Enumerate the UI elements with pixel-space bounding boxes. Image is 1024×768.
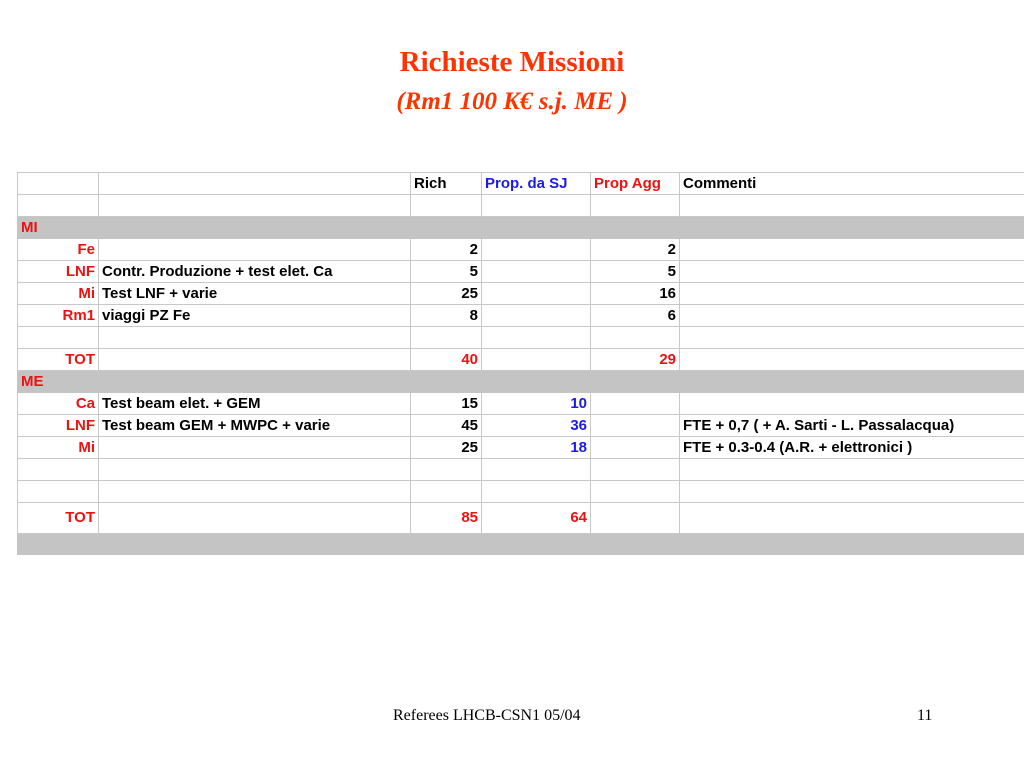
rich-cell: 25 — [411, 437, 482, 459]
site-cell: Mi — [18, 283, 99, 305]
bottom-band — [18, 534, 1024, 555]
prop-agg-cell: 6 — [591, 305, 680, 327]
rich-cell: 45 — [411, 415, 482, 437]
total-label: TOT — [18, 349, 99, 371]
total-prop-sj: 64 — [482, 503, 591, 534]
prop-agg-cell: 16 — [591, 283, 680, 305]
comment-cell — [680, 261, 1024, 283]
prop-sj-cell — [482, 239, 591, 261]
table-row — [18, 261, 1024, 283]
description-cell: Test beam elet. + GEM — [99, 393, 411, 415]
total-rich: 85 — [411, 503, 482, 534]
table-row — [18, 305, 1024, 327]
total-prop-agg: 29 — [591, 349, 680, 371]
table-row — [18, 239, 1024, 261]
page-number: 11 — [917, 707, 933, 724]
empty-row — [18, 327, 1024, 349]
header-commenti: Commenti — [680, 173, 1024, 195]
prop-sj-cell — [482, 283, 591, 305]
section-me-label: ME — [18, 371, 1024, 393]
description-cell: Test beam GEM + MWPC + varie — [99, 415, 411, 437]
table-row — [18, 415, 1024, 437]
site-cell: LNF — [18, 261, 99, 283]
comment-cell — [680, 305, 1024, 327]
site-cell: Rm1 — [18, 305, 99, 327]
rich-cell: 2 — [411, 239, 482, 261]
total-row-mi — [18, 349, 1024, 371]
header-rich: Rich — [411, 173, 482, 195]
description-cell — [99, 437, 411, 459]
prop-sj-cell — [482, 261, 591, 283]
comment-cell — [680, 393, 1024, 415]
slide-title: Richieste Missioni — [399, 46, 625, 78]
description-cell: viaggi PZ Fe — [99, 305, 411, 327]
prop-sj-cell — [482, 305, 591, 327]
total-row-me — [18, 503, 1024, 534]
table-row — [18, 437, 1024, 459]
empty-row — [18, 459, 1024, 481]
section-me — [18, 371, 1024, 393]
header-prop-agg: Prop Agg — [591, 173, 680, 195]
prop-agg-cell — [591, 437, 680, 459]
description-cell: Test LNF + varie — [99, 283, 411, 305]
description-cell — [99, 239, 411, 261]
comment-cell — [680, 239, 1024, 261]
header-prop-sj: Prop. da SJ — [482, 173, 591, 195]
comment-cell — [680, 283, 1024, 305]
description-cell: Contr. Produzione + test elet. Ca — [99, 261, 411, 283]
site-cell: Ca — [18, 393, 99, 415]
prop-sj-cell: 10 — [482, 393, 591, 415]
rich-cell: 8 — [411, 305, 482, 327]
rich-cell: 25 — [411, 283, 482, 305]
table-row — [18, 393, 1024, 415]
prop-sj-cell: 18 — [482, 437, 591, 459]
prop-agg-cell — [591, 393, 680, 415]
site-cell: Mi — [18, 437, 99, 459]
slide-subtitle: (Rm1 100 K€ s.j. ME ) — [396, 88, 628, 115]
comment-cell: FTE + 0.3-0.4 (A.R. + elettronici ) — [680, 437, 1024, 459]
prop-sj-cell: 36 — [482, 415, 591, 437]
footer-text: Referees LHCB-CSN1 05/04 — [393, 707, 581, 724]
comment-cell: FTE + 0,7 ( + A. Sarti - L. Passalacqua) — [680, 415, 1024, 437]
header-row — [18, 173, 1024, 195]
empty-row — [18, 195, 1024, 217]
table-row — [18, 283, 1024, 305]
section-mi — [18, 217, 1024, 239]
total-label: TOT — [18, 503, 99, 534]
site-cell: LNF — [18, 415, 99, 437]
empty-row — [18, 481, 1024, 503]
prop-agg-cell — [591, 415, 680, 437]
section-mi-label: MI — [18, 217, 1024, 239]
site-cell: Fe — [18, 239, 99, 261]
rich-cell: 5 — [411, 261, 482, 283]
rich-cell: 15 — [411, 393, 482, 415]
prop-agg-cell: 2 — [591, 239, 680, 261]
prop-agg-cell: 5 — [591, 261, 680, 283]
total-rich: 40 — [411, 349, 482, 371]
missions-table — [17, 172, 1024, 555]
